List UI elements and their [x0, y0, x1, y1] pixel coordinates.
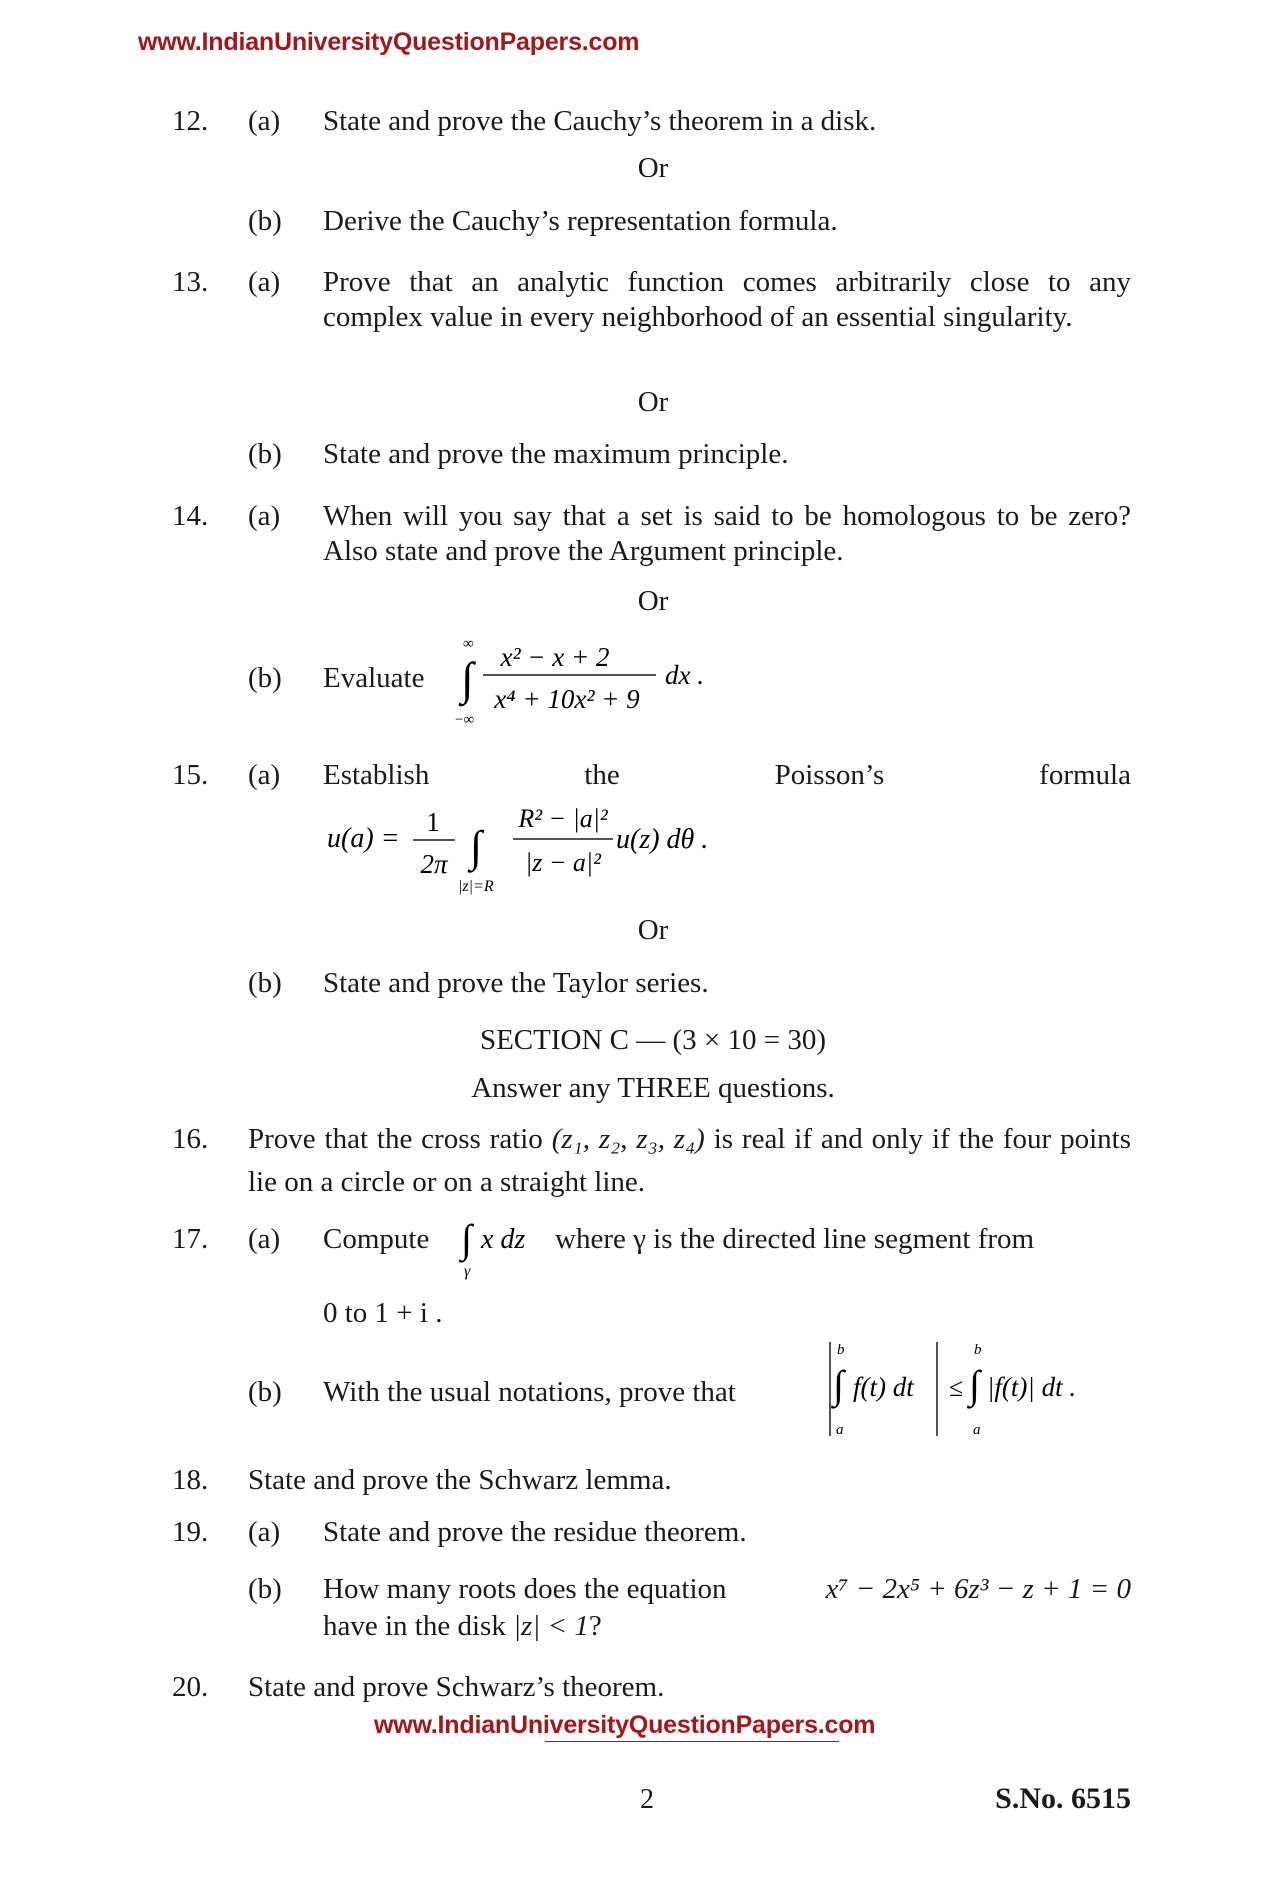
- relation: ≤: [949, 1373, 964, 1402]
- or-separator: Or: [637, 152, 669, 184]
- q14-b-integral-formula: [455, 632, 735, 732]
- differential: dx .: [665, 660, 704, 690]
- q20-text: State and prove Schwarz’s theorem.: [248, 1671, 665, 1703]
- q15-a-text: [323, 758, 1131, 793]
- q14-a-text: When will you say that a set is said to be homologous to be zero? Also state and prove the Argument principle.: [323, 500, 1131, 567]
- serial-number: S.No. 6515: [995, 1782, 1131, 1815]
- fraction-numerator: x² − x + 2: [500, 642, 610, 672]
- q15-b-text: State and prove the Taylor series.: [323, 967, 709, 999]
- upper-limit: b: [837, 1342, 845, 1358]
- q15-number: 15.: [172, 759, 209, 791]
- q15-a-poisson-formula: [323, 795, 743, 895]
- q14-b-label: (b): [248, 662, 282, 694]
- q17-a-integral: [455, 1212, 555, 1282]
- integral-subscript: |z|=R: [458, 878, 494, 895]
- integral-subscript: γ: [464, 1263, 471, 1280]
- q16-text-after: is real if and only if the four points lie on a circle or on a straight line.: [248, 1123, 1131, 1198]
- integral-upper-limit: ∞: [463, 636, 474, 652]
- page-number: 2: [640, 1784, 654, 1815]
- rhs-integrand: |f(t)| dt .: [987, 1372, 1077, 1402]
- q14-a-label: (a): [248, 500, 281, 532]
- q13-b-label: (b): [248, 438, 282, 470]
- q17-a-label: (a): [248, 1223, 281, 1255]
- q19-b-text-line2-before: have in the disk: [323, 1610, 506, 1642]
- q12-number: 12.: [172, 105, 209, 137]
- q12-a-text: State and prove the Cauchy’s theorem in a disk.: [323, 105, 877, 137]
- kernel-numerator: R² − |a|²: [518, 804, 608, 833]
- fraction-denominator: 2π: [420, 849, 448, 879]
- q13-b-text: State and prove the maximum principle.: [323, 438, 789, 470]
- q16-number: 16.: [172, 1123, 209, 1155]
- upper-limit: b: [974, 1342, 982, 1358]
- integral-sign: ∫: [461, 653, 474, 704]
- q17-a-text-line2: 0 to 1 + i .: [323, 1297, 443, 1329]
- fraction-numerator: 1: [426, 807, 440, 837]
- q14-number: 14.: [172, 500, 209, 532]
- q19-b-line2: [323, 1609, 602, 1644]
- integral-lower-limit: −∞: [455, 712, 475, 728]
- q12-a-label: (a): [248, 105, 281, 137]
- watermark-top: www.IndianUniversityQuestionPapers.com: [138, 28, 640, 56]
- q19-b-condition: |z| < 1: [513, 1610, 589, 1642]
- integral-sign: ∫: [833, 1362, 844, 1407]
- q15-a-word: formula: [1039, 759, 1131, 791]
- or-separator: Or: [637, 585, 669, 617]
- q16-text: [248, 1118, 1131, 1204]
- q16-cross-ratio: (z₁, z₂, z₃, z₄): [551, 1123, 705, 1155]
- integral-sign: ∫: [470, 822, 483, 871]
- q12-b-text: Derive the Cauchy’s representation formula.: [323, 205, 838, 237]
- q19-b-label: (b): [248, 1573, 282, 1605]
- q17-number: 17.: [172, 1223, 209, 1255]
- q19-a-text: State and prove the residue theorem.: [323, 1516, 747, 1548]
- q20-number: 20.: [172, 1671, 209, 1703]
- q18-text: State and prove the Schwarz lemma.: [248, 1464, 672, 1496]
- q15-a-word: Establish: [323, 759, 430, 791]
- section-c-title: SECTION C — (3 × 10 = 30): [479, 1024, 827, 1056]
- q17-b-text: With the usual notations, prove that: [323, 1376, 736, 1408]
- integral-sign: ∫: [969, 1362, 980, 1407]
- q15-a-word: Poisson’s: [774, 759, 885, 791]
- watermark-bottom: www.IndianUniversityQuestionPapers.com: [374, 1711, 876, 1739]
- integral-sign: ∫: [461, 1216, 472, 1261]
- lhs-integrand: f(t) dt: [853, 1372, 914, 1402]
- q17-a-text-after: where γ is the directed line segment from: [555, 1223, 1035, 1255]
- q15-b-label: (b): [248, 967, 282, 999]
- watermark-underline: [545, 1741, 839, 1742]
- q19-b-text-line2-after: ?: [588, 1610, 602, 1642]
- q17-b-label: (b): [248, 1376, 282, 1408]
- q13-a-text: Prove that an analytic function comes arbitrarily close to any complex value in every neighborhood of an essential singularity.: [323, 266, 1131, 333]
- q16-text-before: Prove that the cross ratio: [248, 1123, 543, 1155]
- q17-b-inequality: [825, 1340, 1125, 1450]
- section-c-instruction: Answer any THREE questions.: [471, 1072, 835, 1104]
- q12-b-label: (b): [248, 205, 282, 237]
- q19-number: 19.: [172, 1516, 209, 1548]
- q18-number: 18.: [172, 1464, 209, 1496]
- q14-b-text: Evaluate: [323, 662, 425, 694]
- or-separator: Or: [637, 386, 669, 418]
- q19-b-equation: x⁷ − 2x⁵ + 6z³ − z + 1 = 0: [825, 1573, 1131, 1605]
- q17-a-text-before: Compute: [323, 1223, 430, 1255]
- q19-b-line1: [323, 1572, 1131, 1607]
- or-separator: Or: [637, 914, 669, 946]
- lower-limit: a: [836, 1422, 844, 1438]
- q19-a-label: (a): [248, 1516, 281, 1548]
- formula-lhs: u(a) =: [327, 823, 400, 854]
- formula-tail: u(z) dθ .: [616, 824, 709, 855]
- lower-limit: a: [973, 1422, 981, 1438]
- kernel-denominator: |z − a|²: [525, 848, 601, 877]
- integrand: x dz: [481, 1224, 526, 1255]
- q13-number: 13.: [172, 266, 209, 298]
- q19-b-text-before: How many roots does the equation: [323, 1573, 727, 1605]
- fraction-denominator: x⁴ + 10x² + 9: [494, 684, 640, 714]
- q13-a-label: (a): [248, 266, 281, 298]
- q15-a-label: (a): [248, 759, 281, 791]
- q15-a-word: the: [584, 759, 620, 791]
